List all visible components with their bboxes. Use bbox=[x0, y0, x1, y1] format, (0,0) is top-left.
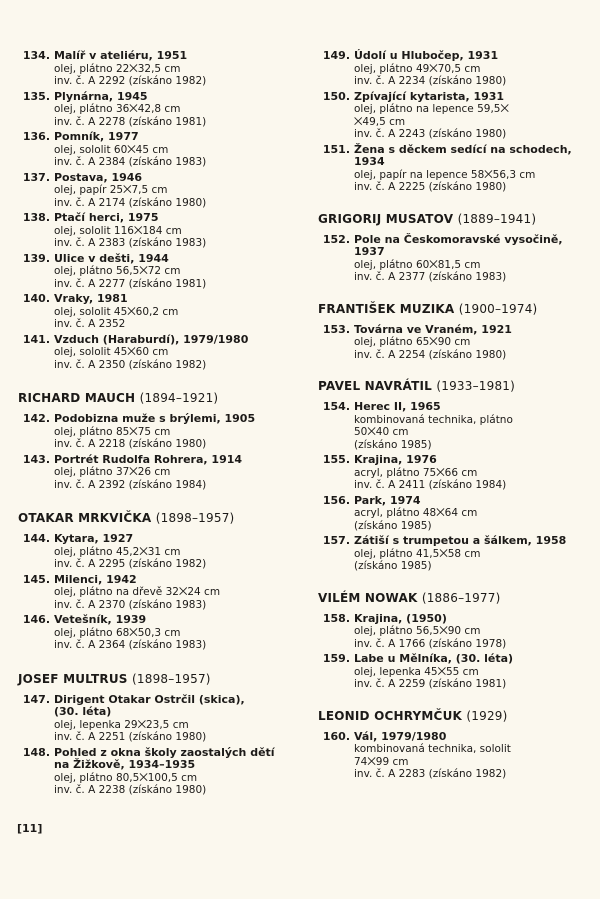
entry-number: 138. bbox=[22, 211, 50, 224]
entry-title: Pomník, 1977 bbox=[54, 130, 139, 143]
artist-heading bbox=[18, 672, 310, 686]
entry-number: 139. bbox=[22, 251, 50, 265]
artist-name: FRANTIŠEK MUZIKA bbox=[318, 301, 455, 316]
entry-detail-line: inv. č. A 2259 (získáno 1981) bbox=[354, 678, 507, 690]
entry-number: 154. bbox=[322, 400, 350, 413]
artist-heading bbox=[318, 709, 596, 723]
entry-title: Ptačí herci, 1975 bbox=[54, 211, 159, 224]
entry-number: 149. bbox=[322, 49, 350, 62]
entry-detail-line: olej, plátno 65⨉90 cm bbox=[354, 336, 471, 348]
entry-detail-line: olej, plátno 60⨉81,5 cm bbox=[354, 258, 481, 271]
artist-heading bbox=[318, 379, 596, 393]
entry-number: 160. bbox=[322, 729, 350, 743]
catalog-entry bbox=[318, 144, 596, 194]
catalog-entry bbox=[18, 694, 310, 744]
artist-years: (1900–1974) bbox=[458, 301, 538, 316]
entry-detail-line: olej, plátno 37⨉26 cm bbox=[54, 466, 171, 478]
entry-title: Podobizna muže s brýlemi, 1905 bbox=[54, 412, 256, 425]
entry-title: Portrét Rudolfa Rohrera, 1914 bbox=[54, 452, 243, 466]
artist-name: GRIGORIJ MUSATOV bbox=[318, 211, 454, 226]
entry-number: 155. bbox=[322, 453, 350, 466]
artist-years: (1886–1977) bbox=[421, 590, 501, 605]
entry-detail-line: olej, lepenka 45⨉55 cm bbox=[354, 665, 479, 678]
artist-years: (1889–1941) bbox=[457, 211, 537, 226]
catalog-entry bbox=[318, 495, 596, 533]
entry-number: 144. bbox=[22, 532, 50, 545]
catalog-entry bbox=[18, 253, 310, 291]
entry-title: Malíř v ateliéru, 1951 bbox=[54, 49, 188, 62]
entry-detail-line: (získáno 1985) bbox=[354, 519, 432, 532]
entry-detail-line: inv. č. A 2218 (získáno 1980) bbox=[54, 438, 207, 450]
catalog-entry bbox=[18, 454, 310, 492]
entry-detail-line: ⨉49,5 cm bbox=[354, 115, 406, 128]
artist-heading bbox=[318, 212, 596, 226]
entry-detail-line: olej, plátno 41,5⨉58 cm bbox=[354, 547, 481, 560]
artist-name: JOSEF MULTRUS bbox=[18, 671, 128, 686]
artist-years: (1894–1921) bbox=[139, 391, 219, 405]
artist-years: (1933–1981) bbox=[436, 379, 516, 393]
entry-detail-line: inv. č. A 2411 (získáno 1984) bbox=[354, 479, 507, 491]
entry-title: Vál, 1979/1980 bbox=[354, 729, 447, 743]
catalog-entry bbox=[318, 324, 596, 362]
entry-title: Vraky, 1981 bbox=[54, 292, 128, 305]
catalog-entry bbox=[318, 454, 596, 492]
artist-name: VILÉM NOWAK bbox=[318, 590, 418, 605]
entry-detail-line: olej, plátno 22⨉32,5 cm bbox=[54, 62, 181, 75]
catalog-entry bbox=[18, 533, 310, 571]
entry-title: Kytara, 1927 bbox=[54, 532, 134, 545]
entry-detail-line: 74⨉99 cm bbox=[354, 755, 409, 768]
entry-detail-line: inv. č. A 2251 (získáno 1980) bbox=[54, 731, 207, 743]
entry-detail-line: olej, plátno 45,2⨉31 cm bbox=[54, 545, 181, 558]
entry-detail-line: inv. č. A 2225 (získáno 1980) bbox=[354, 181, 507, 193]
entry-title: Továrna ve Vraném, 1921 bbox=[354, 322, 512, 336]
entry-number: 142. bbox=[22, 412, 50, 425]
catalog-entry bbox=[318, 91, 596, 141]
catalog-entry bbox=[318, 50, 596, 88]
entry-title: Zátiší s trumpetou a šálkem, 1958 bbox=[354, 534, 567, 547]
entry-title: Plynárna, 1945 bbox=[54, 89, 148, 103]
entry-title: Milenci, 1942 bbox=[54, 572, 137, 586]
entry-detail-line: inv. č. A 2278 (získáno 1981) bbox=[54, 115, 207, 128]
entry-number: 156. bbox=[322, 493, 350, 507]
entry-detail-line: acryl, plátno 48⨉64 cm bbox=[354, 507, 478, 519]
entry-detail-line: olej, plátno 49⨉70,5 cm bbox=[354, 62, 481, 75]
entry-detail-line: olej, papír 25⨉7,5 cm bbox=[54, 184, 168, 196]
entry-detail-line: inv. č. A 2383 (získáno 1983) bbox=[54, 237, 207, 249]
entry-title: Zpívající kytarista, 1931 bbox=[354, 89, 505, 103]
entry-detail-line: olej, lepenka 29⨉23,5 cm bbox=[54, 718, 189, 731]
artist-heading bbox=[18, 511, 310, 525]
entry-number: 147. bbox=[22, 692, 50, 706]
catalog-entry bbox=[318, 535, 596, 573]
catalog-entry bbox=[18, 293, 310, 331]
catalog-entry bbox=[18, 91, 310, 129]
entry-number: 159. bbox=[322, 652, 350, 665]
entry-title: Krajina, (1950) bbox=[354, 611, 447, 625]
entry-detail-line: olej, plátno na lepence 59,5⨉ bbox=[354, 103, 509, 115]
entry-detail-line: olej, plátno 85⨉75 cm bbox=[54, 425, 171, 438]
entry-detail-line: inv. č. A 2243 (získáno 1980) bbox=[354, 128, 507, 140]
entry-number: 135. bbox=[22, 89, 50, 103]
entry-detail-line: olej, plátno 56,5⨉90 cm bbox=[354, 625, 481, 637]
entry-detail-line: acryl, plátno 75⨉66 cm bbox=[354, 466, 478, 479]
entry-title: Postava, 1946 bbox=[54, 170, 143, 184]
entry-title: Pole na Českomoravské vysočině, 1937 bbox=[354, 232, 563, 258]
entry-number: 141. bbox=[22, 332, 50, 346]
entry-number: 158. bbox=[322, 611, 350, 625]
entry-detail-line: inv. č. A 2292 (získáno 1982) bbox=[54, 75, 207, 87]
artist-heading bbox=[318, 591, 596, 605]
entry-detail-line: inv. č. A 2283 (získáno 1982) bbox=[354, 768, 507, 780]
entry-detail-line: olej, plátno 36⨉42,8 cm bbox=[54, 103, 181, 115]
catalog-entry bbox=[18, 747, 310, 797]
entry-detail-line: inv. č. A 2238 (získáno 1980) bbox=[54, 784, 207, 796]
catalog-entry bbox=[18, 334, 310, 372]
entry-detail-line: olej, plátno 68⨉50,3 cm bbox=[54, 626, 181, 639]
catalog-entry bbox=[318, 653, 596, 691]
entry-title: Krajina, 1976 bbox=[354, 453, 437, 466]
artist-years: (1898–1957) bbox=[155, 511, 235, 525]
entry-detail-line: inv. č. A 2350 (získáno 1982) bbox=[54, 358, 207, 371]
entry-detail-line: olej, sololit 116⨉184 cm bbox=[54, 224, 182, 237]
catalog-entry bbox=[18, 172, 310, 210]
catalog-entry bbox=[18, 212, 310, 250]
entry-number: 153. bbox=[322, 322, 350, 336]
entry-detail-line: kombinovaná technika, plátno bbox=[354, 413, 513, 426]
catalog-entry bbox=[318, 613, 596, 651]
entry-detail-line: 50⨉40 cm bbox=[354, 426, 409, 438]
artist-heading bbox=[318, 302, 596, 316]
entry-title: Vzduch (Haraburdí), 1979/1980 bbox=[54, 332, 249, 346]
entry-title: Herec II, 1965 bbox=[354, 400, 441, 413]
entry-detail-line: inv. č. A 2295 (získáno 1982) bbox=[54, 558, 207, 570]
artist-name: RICHARD MAUCH bbox=[18, 391, 136, 405]
entry-number: 150. bbox=[322, 89, 350, 103]
catalog-entry bbox=[18, 574, 310, 612]
catalog-entry bbox=[18, 413, 310, 451]
entry-detail-line: inv. č. A 2392 (získáno 1984) bbox=[54, 478, 207, 491]
entry-detail-line: inv. č. A 2370 (získáno 1983) bbox=[54, 598, 207, 611]
entry-number: 146. bbox=[22, 613, 50, 626]
artist-years: (1898–1957) bbox=[132, 671, 211, 686]
entry-title: Žena s děckem sedící na schodech, 1934 bbox=[354, 142, 572, 168]
entry-number: 157. bbox=[322, 534, 350, 547]
entry-detail-line: olej, plátno na dřevě 32⨉24 cm bbox=[54, 586, 221, 598]
entry-detail-line: olej, plátno 80,5⨉100,5 cm bbox=[54, 771, 198, 784]
entry-number: 148. bbox=[22, 745, 50, 759]
catalog-entry bbox=[318, 731, 596, 781]
entry-number: 137. bbox=[22, 170, 50, 184]
right-column bbox=[318, 50, 596, 784]
left-column bbox=[18, 50, 310, 800]
entry-detail-line: inv. č. A 2364 (získáno 1983) bbox=[54, 639, 207, 651]
entry-detail-line: inv. č. A 2174 (získáno 1980) bbox=[54, 196, 207, 209]
artist-name: OTAKAR MRKVIČKA bbox=[18, 511, 152, 525]
entry-number: 136. bbox=[22, 130, 50, 143]
artist-name: PAVEL NAVRÁTIL bbox=[318, 379, 432, 393]
artist-name: LEONID OCHRYMČUK bbox=[318, 708, 463, 723]
catalog-entry bbox=[18, 614, 310, 652]
entry-detail-line: olej, plátno 56,5⨉72 cm bbox=[54, 265, 181, 277]
page-number: [11] bbox=[17, 822, 43, 835]
entry-title: Ulice v dešti, 1944 bbox=[54, 251, 169, 265]
entry-number: 151. bbox=[322, 142, 350, 156]
entry-detail-line: olej, sololit 60⨉45 cm bbox=[54, 143, 169, 156]
entry-number: 145. bbox=[22, 572, 50, 586]
entry-number: 134. bbox=[22, 49, 50, 62]
entry-title: Vetešník, 1939 bbox=[54, 613, 147, 626]
entry-detail-line: inv. č. A 2352 bbox=[54, 318, 126, 330]
entry-detail-line: inv. č. A 1766 (získáno 1978) bbox=[354, 637, 507, 650]
artist-years: (1929) bbox=[466, 708, 508, 723]
entry-number: 140. bbox=[22, 292, 50, 305]
catalog-entry bbox=[18, 131, 310, 169]
entry-title: Labe u Mělníka, (30. léta) bbox=[354, 652, 514, 665]
entry-detail-line: inv. č. A 2277 (získáno 1981) bbox=[54, 277, 207, 290]
entry-detail-line: olej, sololit 45⨉60,2 cm bbox=[54, 305, 179, 318]
entry-detail-line: olej, papír na lepence 58⨉56,3 cm bbox=[354, 168, 536, 181]
catalog-entry bbox=[318, 234, 596, 284]
entry-title: Park, 1974 bbox=[354, 493, 421, 507]
entry-title: Dirigent Otakar Ostrčil (skica), (30. léta) bbox=[54, 692, 245, 718]
entry-detail-line: inv. č. A 2384 (získáno 1983) bbox=[54, 156, 207, 168]
catalog-entry bbox=[318, 401, 596, 451]
artist-heading bbox=[18, 391, 310, 405]
catalog-entry bbox=[18, 50, 310, 88]
entry-detail-line: inv. č. A 2377 (získáno 1983) bbox=[354, 271, 507, 283]
entry-number: 152. bbox=[322, 232, 350, 246]
entry-detail-line: (získáno 1985) bbox=[354, 560, 432, 572]
entry-detail-line: inv. č. A 2234 (získáno 1980) bbox=[354, 75, 507, 87]
entry-detail-line: kombinovaná technika, sololit bbox=[354, 743, 511, 755]
entry-title: Údolí u Hlubočep, 1931 bbox=[354, 49, 499, 62]
entry-title: Pohled z okna školy zaostalých dětí na Žižkově, 1934–1935 bbox=[54, 745, 275, 771]
entry-detail-line: olej, sololit 45⨉60 cm bbox=[54, 346, 169, 358]
entry-number: 143. bbox=[22, 452, 50, 466]
entry-detail-line: inv. č. A 2254 (získáno 1980) bbox=[354, 348, 507, 361]
entry-detail-line: (získáno 1985) bbox=[354, 438, 432, 451]
